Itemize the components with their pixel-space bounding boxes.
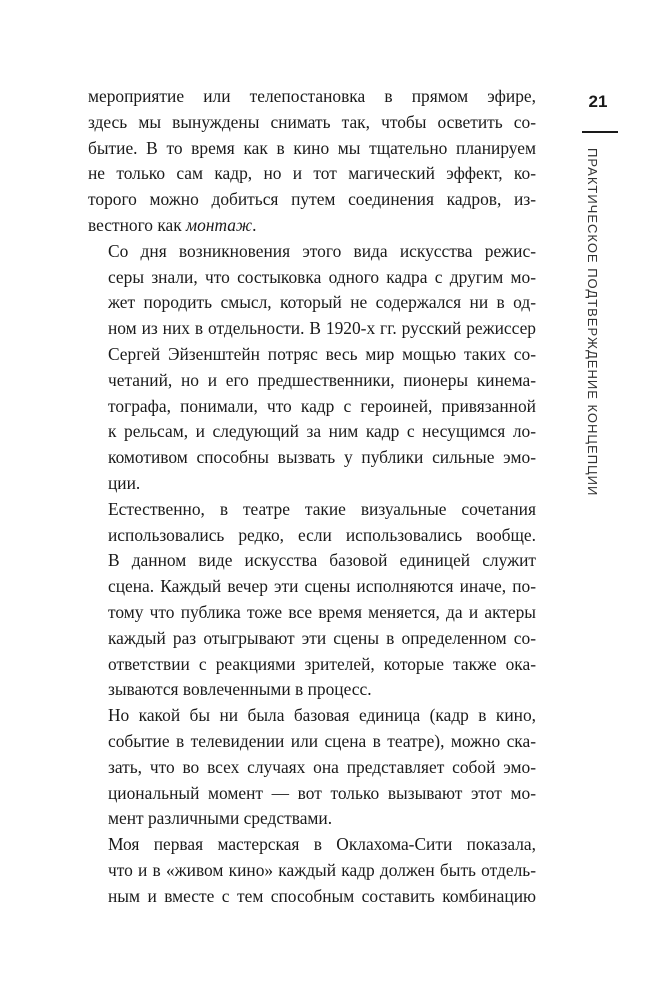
text-fragment: . [252,214,257,235]
body-text [88,84,536,910]
text-line: бытие. В то время как в кино мы тщательно планируем [88,137,536,158]
text-line: Сергей Эйзенштейн потряс весь мир мощью таких со- [108,343,536,364]
paragraph [88,832,536,909]
text-line: жет породить смысл, который не содержался ни в од- [108,292,536,313]
text-line: тографа, понимали, что кадр с героиней, привязанной [108,395,536,416]
text-line: событие в телевидении или сцена в театре), можно ска- [108,730,536,751]
text-line: циональный момент — вот только вызывают этот мо- [108,782,536,803]
italic-term: монтаж [186,214,253,235]
paragraph [88,239,536,497]
text-fragment: вестного как [88,214,187,235]
text-line: торого можно добиться путем соединения кадров, из- [88,189,536,210]
text-line: Естественно, в театре такие визуальные сочетания [108,498,536,519]
text-line: комотивом способны вызвать у публики сильные эмо- [108,447,536,468]
paragraph [88,497,536,703]
text-line: тому что публика тоже все время меняется, да и актеры [108,601,536,622]
text-line: ном из них в отдельности. В 1920-х гг. русский режиссер [108,318,536,339]
text-line: Моя первая мастерская в Оклахома-Сити показала, [108,834,536,855]
text-line: не только сам кадр, но и тот магический эффект, ко- [88,163,536,184]
text-line: ным и вместе с тем способным составить комбинацию [108,885,536,906]
paragraph [88,703,536,832]
text-line: использовались редко, если использовались вообще. [108,524,536,545]
text-line: здесь мы вынуждены снимать так, чтобы осветить со- [88,111,536,132]
text-line: к рельсам, и следующий за ним кадр с несущимся ло- [108,421,536,442]
page-number-rule [582,131,618,133]
text-line: сцена. Каждый вечер эти сцены исполняются иначе, по- [108,576,536,597]
text-line: ответствии с реакциями зрителей, которые также ока- [108,653,536,674]
text-line: В данном виде искусства базовой единицей служит [108,550,536,571]
text-line [88,213,536,239]
page-number: 21 [588,92,608,111]
text-line: зать, что во всех случаях она представляет собой эмо- [108,756,536,777]
text-line: ции. [108,472,141,493]
text-line: каждый раз отыгрывают эти сцены в определенном со- [108,627,536,648]
paragraph [88,84,536,239]
text-line: мент различными средствами. [108,808,333,829]
text-line: мероприятие или телепостановка в прямом эфире, [88,86,536,106]
text-line: зываются вовлеченными в процесс. [108,679,372,700]
text-line: Со дня возникновения этого вида искусства режис- [108,240,536,261]
text-line: серы знали, что состыковка одного кадра с другим мо- [108,266,536,287]
text-line: Но какой бы ни была базовая единица (кадр в кино, [108,705,536,726]
running-head: ПРАКТИЧЕСКОЕ ПОДТВЕРЖДЕНИЕ КОНЦЕПЦИИ [585,148,600,497]
text-line: что и в «живом кино» каждый кадр должен быть отдель- [108,859,536,880]
text-line: четаний, но и его предшественники, пионеры кинема- [108,369,536,390]
